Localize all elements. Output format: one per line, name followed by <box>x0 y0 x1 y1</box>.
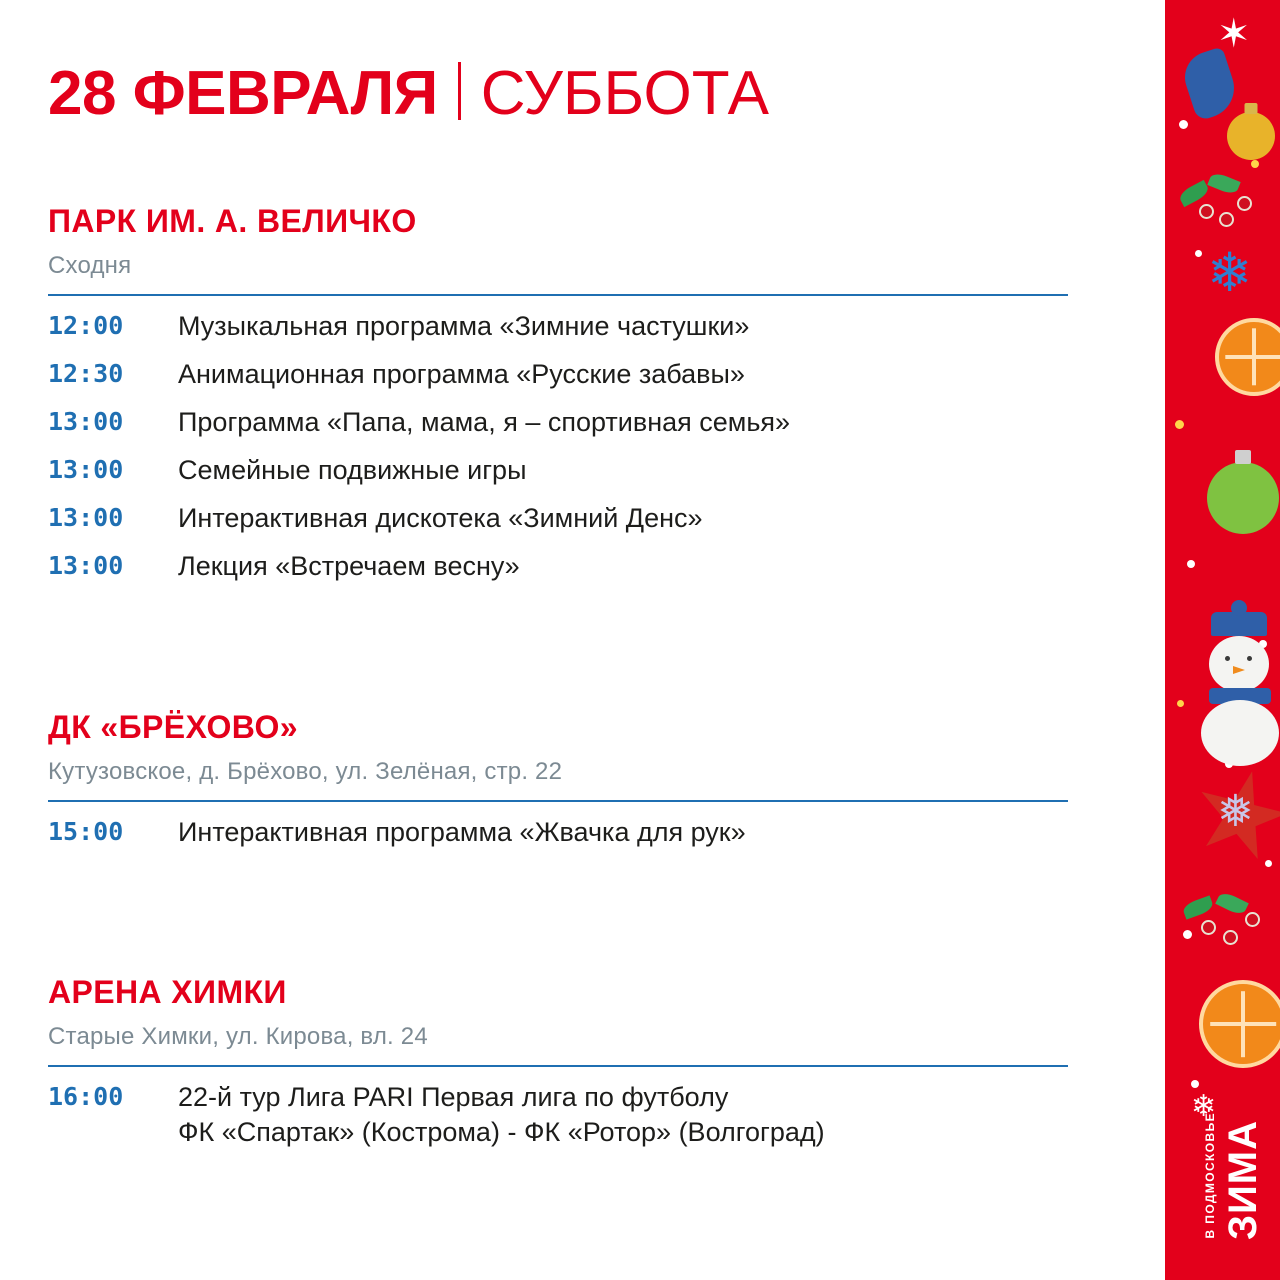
list-item <box>48 494 1125 542</box>
event-list <box>48 1073 1125 1156</box>
divider <box>48 800 1068 802</box>
holly-leaf-icon <box>1215 890 1249 917</box>
event-time: 13:00 <box>48 455 124 485</box>
divider <box>48 1065 1068 1067</box>
event-title: Лекция «Встречаем весну» <box>178 551 520 582</box>
venue-name: ДК «БРЁХОВО» <box>48 708 298 745</box>
berry-icon <box>1219 212 1234 227</box>
snowman-nose-icon <box>1233 666 1245 674</box>
header-separator <box>458 62 461 120</box>
brand-logo <box>1203 1112 1266 1241</box>
list-item <box>48 350 1125 398</box>
event-time: 13:00 <box>48 551 124 581</box>
berry-icon <box>1201 920 1216 935</box>
confetti-dot <box>1251 160 1259 168</box>
venue-address: Старые Химки, ул. Кирова, вл. 24 <box>48 1022 428 1050</box>
event-title: Анимационная программа «Русские забавы» <box>178 359 745 390</box>
list-item <box>48 1073 1125 1156</box>
snowman-eye-icon <box>1247 656 1252 661</box>
confetti-dot <box>1183 930 1192 939</box>
brand-logo-subtitle: В ПОДМОСКОВЬЕ <box>1203 1111 1217 1238</box>
list-item <box>48 542 1125 590</box>
event-time: 13:00 <box>48 503 124 533</box>
decorative-strip <box>1165 0 1280 1280</box>
header-weekday: СУББОТА <box>480 59 769 128</box>
star-icon: ✶ <box>1217 12 1251 56</box>
confetti-dot <box>1177 700 1184 707</box>
confetti-dot <box>1265 860 1272 867</box>
event-title: Программа «Папа, мама, я – спортивная семья» <box>178 407 791 438</box>
event-title: 22-й тур Лига PARI Первая лига по футболу <box>178 1081 729 1112</box>
list-item <box>48 398 1125 446</box>
ornament-cap-icon <box>1235 450 1251 464</box>
berry-icon <box>1223 930 1238 945</box>
event-time: 12:30 <box>48 359 124 389</box>
list-item <box>48 302 1125 350</box>
event-list <box>48 302 1125 591</box>
confetti-dot <box>1175 420 1184 429</box>
event-time: 12:00 <box>48 311 124 340</box>
venue-block <box>48 974 1125 1156</box>
snowflake-icon: ❄ <box>1191 1090 1217 1123</box>
event-title: Музыкальная программа «Зимние частушки» <box>178 311 750 341</box>
event-time: 15:00 <box>48 816 124 846</box>
event-title-second-line: ФК «Спартак» (Кострома) - ФК «Ротор» (Волгоград) <box>178 1116 825 1147</box>
confetti-dot <box>1179 120 1188 129</box>
snowman-head-icon <box>1209 636 1269 692</box>
snowman-eye-icon <box>1225 656 1230 661</box>
divider <box>48 294 1068 296</box>
header-date: 28 ФЕВРАЛЯ <box>48 59 438 128</box>
list-item <box>48 446 1125 494</box>
ornament-cap-icon <box>1245 103 1258 114</box>
venue-name: ПАРК ИМ. А. ВЕЛИЧКО <box>48 203 417 239</box>
event-time: 13:00 <box>48 407 124 437</box>
ornament-ball-icon <box>1207 462 1279 534</box>
snowman-body-icon <box>1201 700 1279 766</box>
berry-icon <box>1245 912 1260 927</box>
page-title <box>48 56 1125 129</box>
event-time: 16:00 <box>48 1081 124 1111</box>
berry-icon <box>1199 204 1214 219</box>
ornament-ball-icon <box>1227 112 1275 160</box>
orange-slice-icon <box>1199 980 1280 1068</box>
confetti-dot <box>1187 560 1195 568</box>
event-title: Семейные подвижные игры <box>178 455 527 486</box>
cone-ornament-icon <box>1178 46 1242 121</box>
event-list <box>48 808 1125 856</box>
confetti-dot <box>1195 250 1202 257</box>
snowflake-icon: ❅ <box>1217 787 1254 836</box>
holly-leaf-icon <box>1181 895 1214 919</box>
holly-leaf-icon <box>1207 171 1240 196</box>
snowman-hat-pompom-icon <box>1231 600 1247 616</box>
event-title: Интерактивная программа «Жвачка для рук» <box>178 816 746 847</box>
event-title: Интерактивная дискотека «Зимний Денс» <box>178 503 703 534</box>
venue-address: Сходня <box>48 252 132 279</box>
venue-block <box>48 709 1125 856</box>
berry-icon <box>1237 196 1252 211</box>
confetti-dot <box>1191 1080 1199 1088</box>
event-title-group <box>178 1080 825 1150</box>
venue-name: АРЕНА ХИМКИ <box>48 973 287 1010</box>
orange-slice-icon <box>1215 318 1280 396</box>
venue-block <box>48 203 1125 591</box>
snowflake-icon: ❄ <box>1207 243 1253 303</box>
brand-logo-title: ЗИМА <box>1221 1119 1265 1240</box>
list-item <box>48 808 1125 856</box>
venue-address: Кутузовское, д. Брёхово, ул. Зелёная, стр. 22 <box>48 757 563 785</box>
